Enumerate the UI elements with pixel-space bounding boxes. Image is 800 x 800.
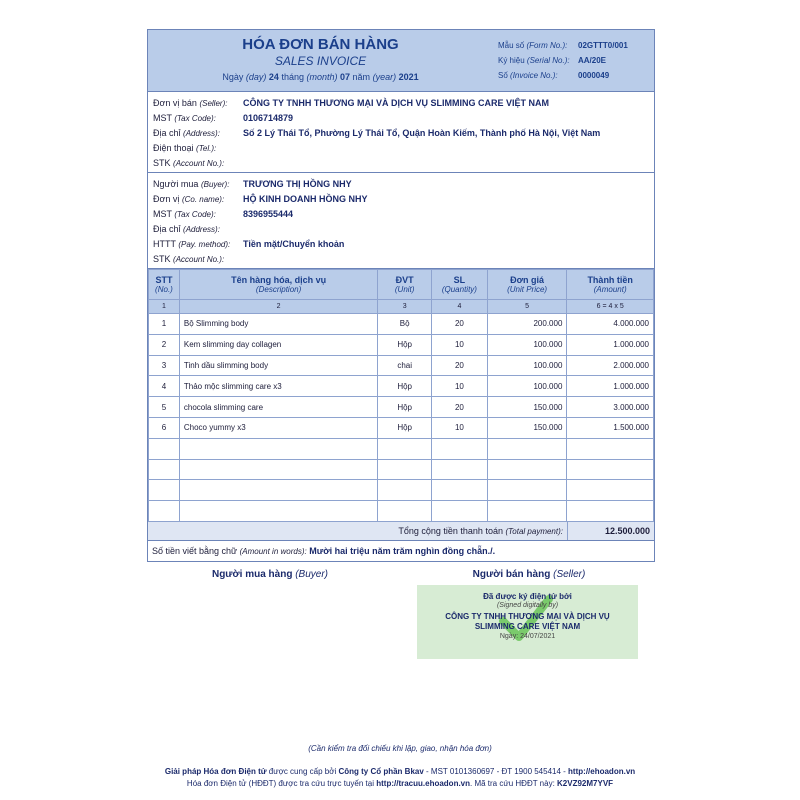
col-index: 1	[149, 300, 180, 314]
col-index: 3	[378, 300, 432, 314]
col-header-description: Tên hàng hóa, dịch vụ (Description)	[179, 270, 377, 300]
items-table	[148, 269, 654, 522]
cell-amount: 2.000.000	[567, 355, 654, 376]
cell-unit: Hộp	[378, 376, 432, 397]
cell-no: 4	[149, 376, 180, 397]
footer-note: (Cần kiểm tra đối chiếu khi lập, giao, nhận hóa đơn)	[308, 744, 492, 753]
total-value: 12.500.000	[567, 522, 654, 540]
cell-description: Kem slimming day collagen	[179, 334, 377, 355]
buyer-name-row: Người mua (Buyer): TRƯƠNG THỊ HỒNG NHY	[153, 178, 352, 189]
cell-unit-price: 200.000	[487, 314, 567, 335]
amount-in-words: Số tiền viết bằng chữ (Amount in words): Mười hai triệu năm trăm nghìn đồng chẵn./.	[152, 545, 496, 556]
seller-signature-label: Người bán hàng (Seller)	[472, 569, 586, 580]
cell-quantity: 10	[432, 376, 488, 397]
col-index: 2	[179, 300, 377, 314]
total-label: Tổng cộng tiền thanh toán (Total payment):	[398, 525, 563, 536]
col-header-amount: Thành tiền (Amount)	[567, 270, 654, 300]
stamp-signed-by: Đã được ký điện tử bởi	[483, 592, 572, 601]
table-row	[149, 355, 654, 376]
cell-amount: 4.000.000	[567, 314, 654, 335]
cell-no: 3	[149, 355, 180, 376]
cell-description: Choco yummy x3	[179, 417, 377, 438]
invoice	[147, 29, 655, 562]
cell-unit-price: 100.000	[487, 376, 567, 397]
digital-signature-stamp	[417, 585, 638, 659]
invoice-title: HÓA ĐƠN BÁN HÀNG	[242, 36, 399, 53]
seller-tel-row: Điện thoại (Tel.):	[153, 142, 217, 153]
cell-no: 1	[149, 314, 180, 335]
table-header-row	[149, 270, 654, 300]
cell-description: chocola slimming care	[179, 397, 377, 418]
invoice-date: Ngày (day) 24 tháng (month) 07 năm (year) 2021	[222, 72, 419, 82]
cell-no: 2	[149, 334, 180, 355]
footer-lookup: Hóa đơn Điện tử (HĐĐT) được tra cứu trực tuyến tại http://tracuu.ehoadon.vn. Mã tra cứu HĐĐT này: K2VZ92M7YVF	[186, 779, 614, 788]
buyer-payment-row: HTTT (Pay. method): Tiền mặt/Chuyển khoản	[153, 238, 345, 249]
cell-unit-price: 100.000	[487, 334, 567, 355]
cell-unit-price: 150.000	[487, 417, 567, 438]
lookup-code: K2VZ92M7YVF	[557, 779, 614, 788]
stamp-signed-by-en: (Signed digitally by)	[496, 602, 559, 609]
empty-row	[149, 501, 654, 522]
invoice-no: Số (Invoice No.): 0000049	[498, 71, 610, 80]
table-row	[149, 314, 654, 335]
cell-quantity: 20	[432, 397, 488, 418]
form-no: Mẫu số (Form No.): 02GTTT0/001	[498, 41, 628, 50]
buyer-section	[148, 173, 654, 269]
lookup-link: http://tracuu.ehoadon.vn	[376, 779, 471, 788]
cell-unit: chai	[378, 355, 432, 376]
footer-provider: Giải pháp Hóa đơn Điện tử được cung cấp bởi Công ty Cổ phần Bkav - MST 0101360697 - ĐT 1900 545414 - http://ehoadon.vn	[164, 767, 636, 776]
cell-unit: Hộp	[378, 397, 432, 418]
table-row	[149, 397, 654, 418]
empty-row	[149, 438, 654, 459]
cell-unit-price: 150.000	[487, 397, 567, 418]
cell-no: 5	[149, 397, 180, 418]
buyer-company-row: Đơn vị (Co. name): HỘ KINH DOANH HỒNG NHY	[153, 193, 368, 204]
col-header-unit: ĐVT (Unit)	[378, 270, 432, 300]
cell-description: Thảo mộc slimming care x3	[179, 376, 377, 397]
buyer-account-row: STK (Account No.):	[153, 253, 225, 264]
cell-amount: 3.000.000	[567, 397, 654, 418]
buyer-tax-row: MST (Tax Code): 8396955444	[153, 208, 294, 219]
cell-quantity: 20	[432, 355, 488, 376]
seller-tax-row: MST (Tax Code): 0106714879	[153, 112, 294, 123]
invoice-subtitle: SALES INVOICE	[274, 54, 367, 68]
empty-row	[149, 480, 654, 501]
buyer-address-row: Địa chỉ (Address):	[153, 223, 220, 234]
invoice-header	[148, 30, 654, 92]
cell-unit: Hộp	[378, 334, 432, 355]
seller-address-row: Địa chỉ (Address): Số 2 Lý Thái Tổ, Phường Lý Thái Tổ, Quận Hoàn Kiếm, Thành phố Hà Nội, Việt Nam	[153, 127, 601, 138]
cell-unit: Bộ	[378, 314, 432, 335]
table-row	[149, 334, 654, 355]
cell-unit-price: 100.000	[487, 355, 567, 376]
cell-description: Tinh dầu slimming body	[179, 355, 377, 376]
seller-section	[148, 92, 654, 173]
cell-amount: 1.000.000	[567, 376, 654, 397]
stamp-date: Ngày: 24/07/2021	[499, 633, 556, 640]
col-header-unit-price: Đơn giá (Unit Price)	[487, 270, 567, 300]
table-row	[149, 417, 654, 438]
cell-no: 6	[149, 417, 180, 438]
col-index: 6 = 4 x 5	[567, 300, 654, 314]
cell-unit: Hộp	[378, 417, 432, 438]
col-header-no: STT (No.)	[149, 270, 180, 300]
cell-quantity: 10	[432, 417, 488, 438]
seller-account-row: STK (Account No.):	[153, 157, 225, 168]
col-index: 4	[432, 300, 488, 314]
buyer-signature-label: Người mua hàng (Buyer)	[211, 569, 329, 580]
cell-amount: 1.500.000	[567, 417, 654, 438]
footer-link: http://ehoadon.vn	[568, 767, 636, 776]
empty-row	[149, 459, 654, 480]
cell-quantity: 10	[432, 334, 488, 355]
col-index: 5	[487, 300, 567, 314]
stamp-company: CÔNG TY TNHH THƯƠNG MẠI VÀ DỊCH VỤ SLIMMING CARE VIỆT NAM	[445, 612, 610, 631]
cell-quantity: 20	[432, 314, 488, 335]
cell-amount: 1.000.000	[567, 334, 654, 355]
table-row	[149, 376, 654, 397]
col-header-quantity: SL (Quantity)	[432, 270, 488, 300]
seller-name-row: Đơn vị bán (Seller): CÔNG TY TNHH THƯƠNG MẠI VÀ DỊCH VỤ SLIMMING CARE VIỆT NAM	[153, 97, 549, 108]
cell-description: Bộ Slimming body	[179, 314, 377, 335]
table-index-row	[149, 300, 654, 314]
total-row	[148, 522, 654, 541]
serial-no: Ký hiệu (Serial No.): AA/20E	[498, 56, 607, 65]
